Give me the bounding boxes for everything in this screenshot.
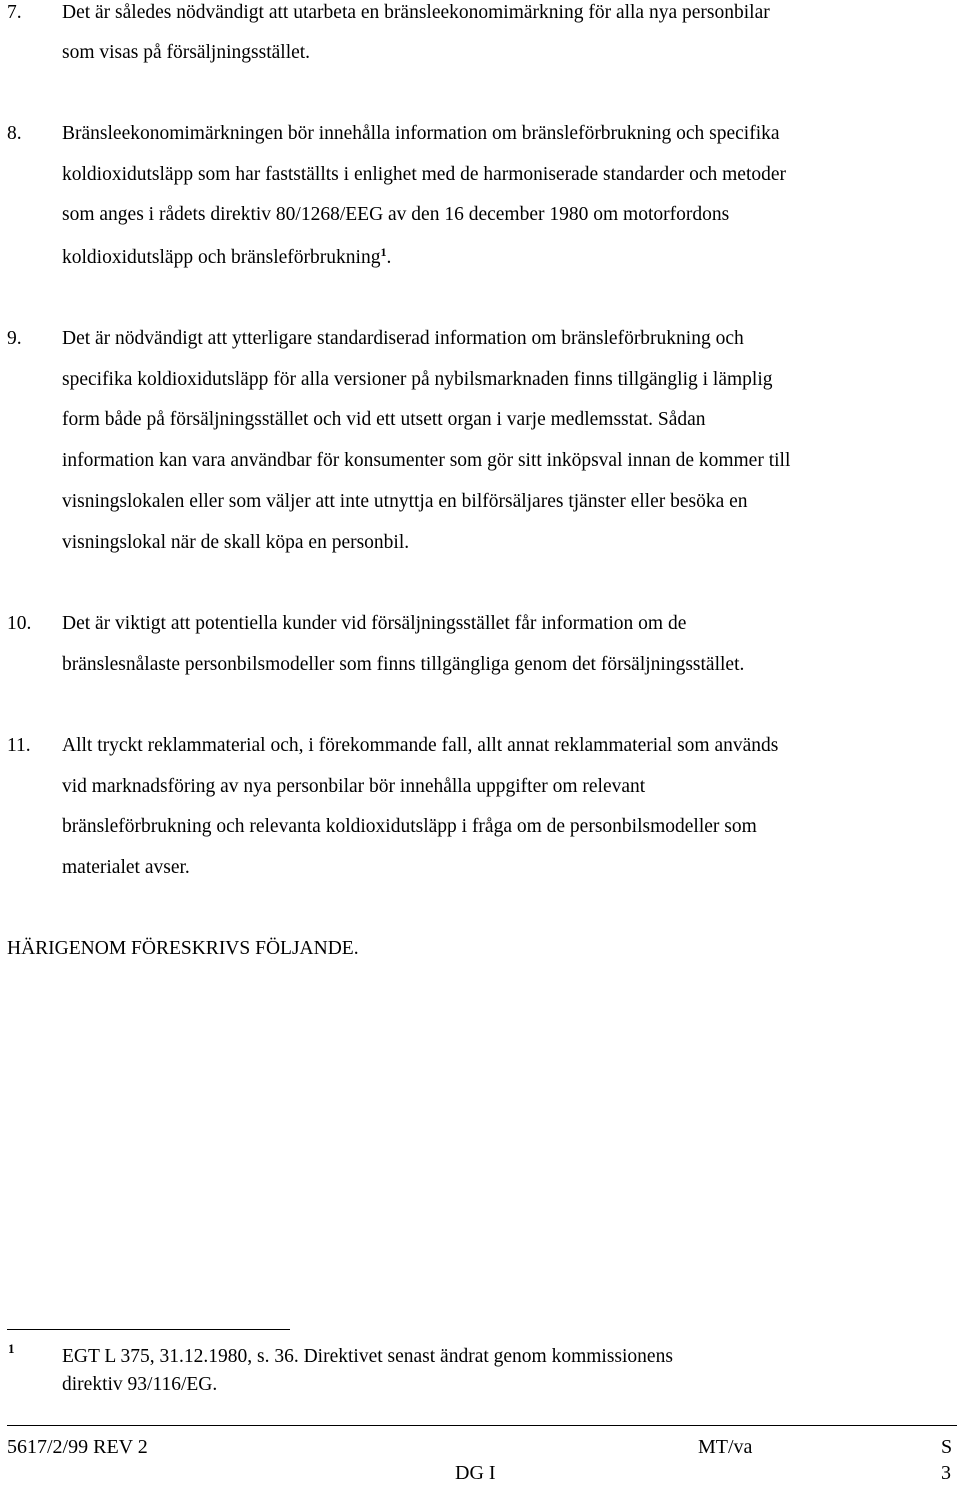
paragraph-line: materialet avser.	[62, 857, 190, 878]
paragraph-line: vid marknadsföring av nya personbilar bör innehålla uppgifter om relevant	[62, 776, 646, 797]
paragraph-line: som visas på försäljningsstället.	[62, 42, 311, 63]
paragraph-line: som anges i rådets direktiv 80/1268/EEG av den 16 december 1980 om motorfordons	[62, 204, 730, 225]
footnote-reference[interactable]: 1	[380, 245, 387, 259]
paragraph-line: specifika koldioxidutsläpp för alla versioner på nybilsmarknaden finns tillgänglig i lämplig	[62, 369, 773, 390]
paragraph-number: 7.	[7, 2, 22, 23]
directorate-general: DG I	[455, 1462, 496, 1484]
paragraph-line: Allt tryckt reklammaterial och, i förekommande fall, allt annat reklammaterial som används	[62, 735, 779, 756]
paragraph-10	[0, 613, 960, 683]
paragraph-line: visningslokal när de skall köpa en personbil.	[62, 532, 410, 553]
paragraph-line: Bränsleekonomimärkningen bör innehålla information om bränsleförbrukning och specifika	[62, 123, 780, 144]
paragraph-number: 9.	[7, 328, 22, 349]
paragraph-line: visningslokalen eller som väljer att inte utnyttja en bilförsäljares tjänster eller besöka en	[62, 491, 748, 512]
footer-rule	[7, 1425, 957, 1426]
paragraph-11	[0, 735, 960, 885]
footnote-line: EGT L 375, 31.12.1980, s. 36. Direktivet senast ändrat genom kommissionens	[62, 1346, 673, 1367]
page-number: 3	[941, 1462, 951, 1484]
paragraph-7	[0, 2, 960, 62]
footnote-line: direktiv 93/116/EG.	[62, 1374, 218, 1395]
paragraph-line-text: koldioxidutsläpp och bränsleförbrukning	[62, 247, 381, 268]
paragraph-8	[0, 123, 960, 273]
paragraph-number: 11.	[7, 735, 31, 756]
paragraph-line: koldioxidutsläpp som har fastställts i enlighet med de harmoniserade standarder och metoder	[62, 164, 787, 185]
footnote-separator	[7, 1329, 290, 1330]
paragraph-number: 10.	[7, 613, 32, 634]
paragraph-9	[0, 328, 960, 558]
paragraph-line: bränslesnålaste personbilsmodeller som finns tillgängliga genom det försäljningsstället.	[62, 654, 745, 675]
paragraph-line: bränsleförbrukning och relevanta koldioxidutsläpp i fråga om de personbilsmodeller som	[62, 816, 757, 837]
document-reference: 5617/2/99 REV 2	[7, 1436, 148, 1458]
author-initials: MT/va	[698, 1436, 753, 1458]
language-code: S	[941, 1436, 953, 1458]
paragraph-line: form både på försäljningsstället och vid ett utsett organ i varje medlemsstat. Sådan	[62, 409, 706, 430]
line-suffix: .	[386, 247, 392, 268]
paragraph-line-with-footnote	[62, 245, 391, 269]
enacting-clause: HÄRIGENOM FÖRESKRIVS FÖLJANDE.	[7, 938, 359, 959]
paragraph-number: 8.	[7, 123, 22, 144]
paragraph-line: Det är viktigt att potentiella kunder vid försäljningsstället får information om de	[62, 613, 687, 634]
paragraph-line: Det är således nödvändigt att utarbeta en bränsleekonomimärkning för alla nya personbilar	[62, 2, 770, 23]
footnote-mark: 1	[8, 1341, 15, 1356]
paragraph-line: information kan vara användbar för konsumenter som gör sitt inköpsval innan de kommer till	[62, 450, 791, 471]
paragraph-line: Det är nödvändigt att ytterligare standardiserad information om bränsleförbrukning och	[62, 328, 744, 349]
